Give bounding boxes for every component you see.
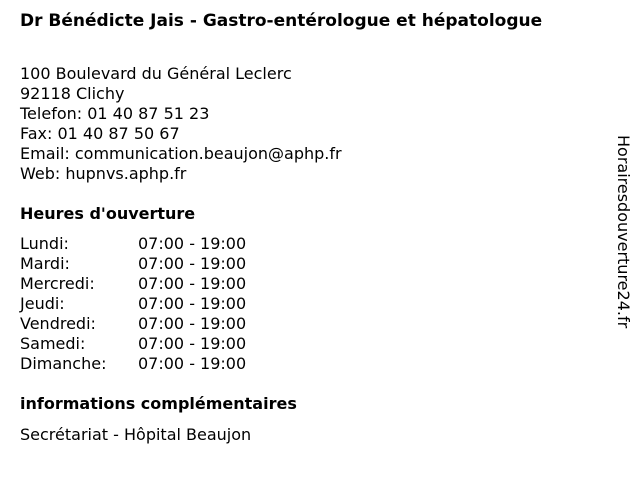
hours-heading: Heures d'ouverture <box>20 204 196 223</box>
hours-day: Mardi: <box>20 254 70 273</box>
page-title: Dr Bénédicte Jais - Gastro-entérologue et hépatologue <box>20 11 543 31</box>
hours-row <box>20 294 246 314</box>
hours-day: Lundi: <box>20 234 69 253</box>
address-street: 100 Boulevard du Général Leclerc <box>20 64 292 83</box>
hours-row <box>20 314 246 334</box>
hours-row <box>20 354 246 374</box>
hours-row <box>20 234 246 254</box>
hours-day: Samedi: <box>20 334 86 353</box>
fax-number: Fax: 01 40 87 50 67 <box>20 124 180 143</box>
hours-time: 07:00 - 19:00 <box>138 294 247 313</box>
hours-day: Dimanche: <box>20 354 107 373</box>
hours-day: Vendredi: <box>20 314 96 333</box>
hours-time: 07:00 - 19:00 <box>138 354 247 373</box>
hours-row <box>20 254 246 274</box>
email-address: Email: communication.beaujon@aphp.fr <box>20 144 342 163</box>
info-text: Secrétariat - Hôpital Beaujon <box>20 425 252 444</box>
side-watermark: Horairesdouverture24.fr <box>614 135 633 329</box>
website: Web: hupnvs.aphp.fr <box>20 164 187 183</box>
info-heading: informations complémentaires <box>20 394 297 413</box>
hours-time: 07:00 - 19:00 <box>138 234 247 253</box>
hours-time: 07:00 - 19:00 <box>138 254 247 273</box>
hours-time: 07:00 - 19:00 <box>138 334 247 353</box>
phone-number: Telefon: 01 40 87 51 23 <box>20 104 210 123</box>
hours-day: Jeudi: <box>20 294 65 313</box>
hours-table <box>20 234 246 374</box>
hours-time: 07:00 - 19:00 <box>138 314 247 333</box>
hours-row <box>20 274 246 294</box>
hours-time: 07:00 - 19:00 <box>138 274 247 293</box>
hours-day: Mercredi: <box>20 274 95 293</box>
contact-block <box>20 64 600 184</box>
address-city: 92118 Clichy <box>20 84 125 103</box>
hours-row <box>20 334 246 354</box>
